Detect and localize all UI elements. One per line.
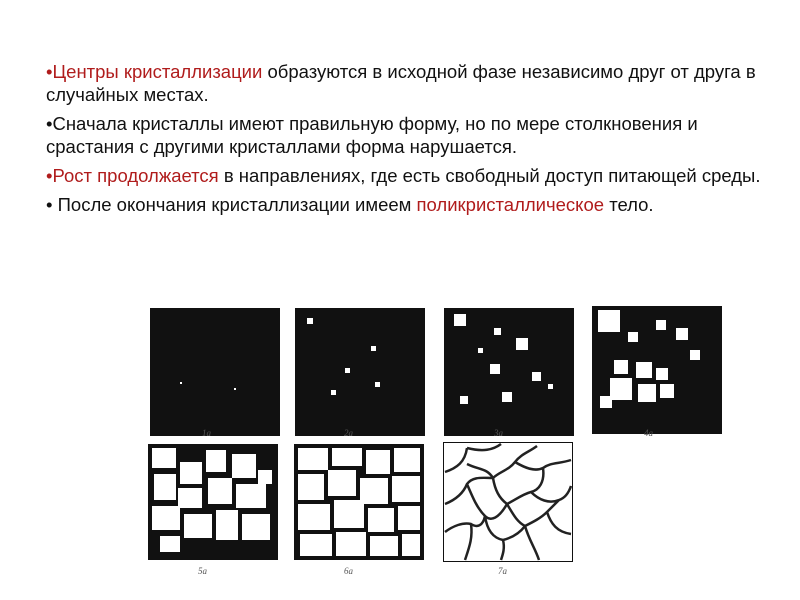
caption-2a: 2а [344, 428, 353, 438]
bullet-2 [46, 112, 766, 158]
caption-5a: 5а [198, 566, 207, 576]
bullet-1-text: образуются в исходной фазе независимо друг от друга в случайных местах. [46, 61, 756, 105]
crystallization-stage-7 [443, 442, 573, 570]
bullet-marker: • [46, 113, 53, 134]
bullet-3 [46, 164, 766, 187]
caption-7a: 7а [498, 566, 507, 576]
caption-1a: 1а [202, 428, 211, 438]
bullet-4 [46, 193, 766, 216]
crystallization-stage-3 [444, 308, 574, 436]
bullet-4-pre: После окончания кристаллизации имеем [57, 194, 417, 215]
bullet-marker: • [46, 194, 58, 215]
crystallization-stage-5 [148, 444, 278, 572]
bullet-3-text: в направлениях, где есть свободный доступ питающей среды. [218, 165, 761, 186]
bullet-4-highlight: поликристаллическое [416, 194, 605, 215]
caption-6a: 6а [344, 566, 353, 576]
crystallization-stage-4 [592, 306, 722, 434]
bullet-list [46, 60, 766, 222]
bullet-3-highlight: Рост продолжается [52, 165, 219, 186]
crystallization-stage-1 [150, 308, 280, 436]
caption-3a: 3а [494, 428, 503, 438]
bullet-2-text: Сначала кристаллы имеют правильную форму, но по мере столкновения и срастания с другими кристаллами форма нарушается. [46, 113, 698, 157]
crystallization-stage-2 [295, 308, 425, 436]
crystallization-stage-6 [294, 444, 424, 572]
caption-4a: 4а [644, 428, 653, 438]
bullet-marker: • [46, 61, 53, 82]
bullet-1-highlight: Центры кристаллизации [52, 61, 263, 82]
bullet-1 [46, 60, 766, 106]
bullet-marker: • [46, 165, 53, 186]
bullet-4-text: тело. [604, 194, 654, 215]
